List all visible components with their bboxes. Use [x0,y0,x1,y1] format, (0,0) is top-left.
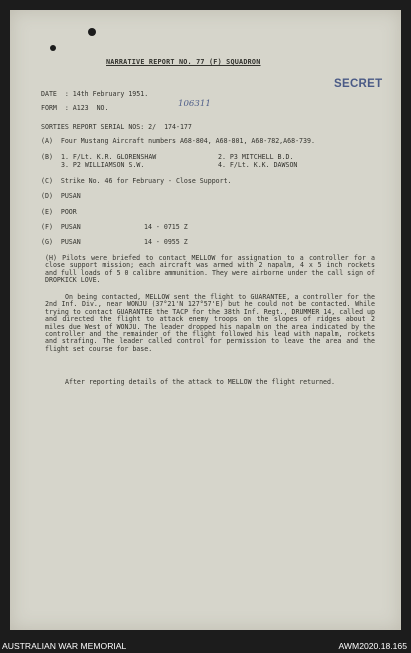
item-f-label: (F) PUSAN [41,223,81,231]
crew-member: 1. F/Lt. K.R. GLORENSHAW [61,153,157,161]
item-g-time: 14 - 0955 Z [144,238,188,246]
report-title: NARRATIVE REPORT NO. 77 (F) SQUADRON [106,58,261,66]
crew-member: 3. P2 WILLIAMSON S.W. [61,161,145,169]
item-a: (A) Four Mustang Aircraft numbers A68-804, A68-801, A68-782,A68-739. [41,137,315,145]
paragraph-h: (H) Pilots were briefed to contact MELLOW for assignation to a controller for a close support mission; each aircraft was armed with 2 napalm, 4 x 5 inch rockets and full loads of 5 0 calibre ammunition. They were airborne under the call sign of DROPKICK LOVE. [45,254,375,285]
crew-member: 2. P3 MITCHELL B.D. [218,153,294,161]
document-body [10,10,401,630]
footer-credit: AUSTRALIAN WAR MEMORIAL [2,641,127,651]
item-b-label: (B) [41,153,53,161]
crew-member: 4. F/Lt. K.K. DAWSON [218,161,298,169]
item-g-label: (G) PUSAN [41,238,81,246]
paragraph-contact: On being contacted, MELLOW sent the flight to GUARANTEE, a controller for the 2nd Inf. Div., near WONJU (37°21'N 127°57'E) but he could not be contacted. While trying to contact GUARANTEE the TACP for the 38th Inf. Regt., DRUMMER 14, called up and directed the flight to attack enemy troops on the slopes of ridges about 2 miles due West of WONJU. The leader dropped his napalm on the area indicated by the controller and the remainder of the flight followed his lead with napalm, rockets and strafing. The leader called control for permission to leave the area and the flight set course for base. [45,293,375,353]
document-page [10,10,401,630]
item-d: (D) PUSAN [41,192,81,200]
serial-line: SORTIES REPORT SERIAL NOS: 2/ 174-177 [41,123,192,131]
date-line: DATE : 14th February 1951. [41,90,149,98]
item-f-time: 14 - 0715 Z [144,223,188,231]
footer-bar [0,640,411,653]
paragraph-return: After reporting details of the attack to MELLOW the flight returned. [65,378,335,386]
footer-accession-number: AWM2020.18.165 [338,641,407,651]
form-line: FORM : A123 NO. [41,104,109,112]
handwritten-number: 106311 [178,99,211,109]
item-c: (C) Strike No. 46 for February - Close Support. [41,177,232,185]
secret-stamp: SECRET [334,78,383,90]
item-e: (E) POOR [41,208,77,216]
